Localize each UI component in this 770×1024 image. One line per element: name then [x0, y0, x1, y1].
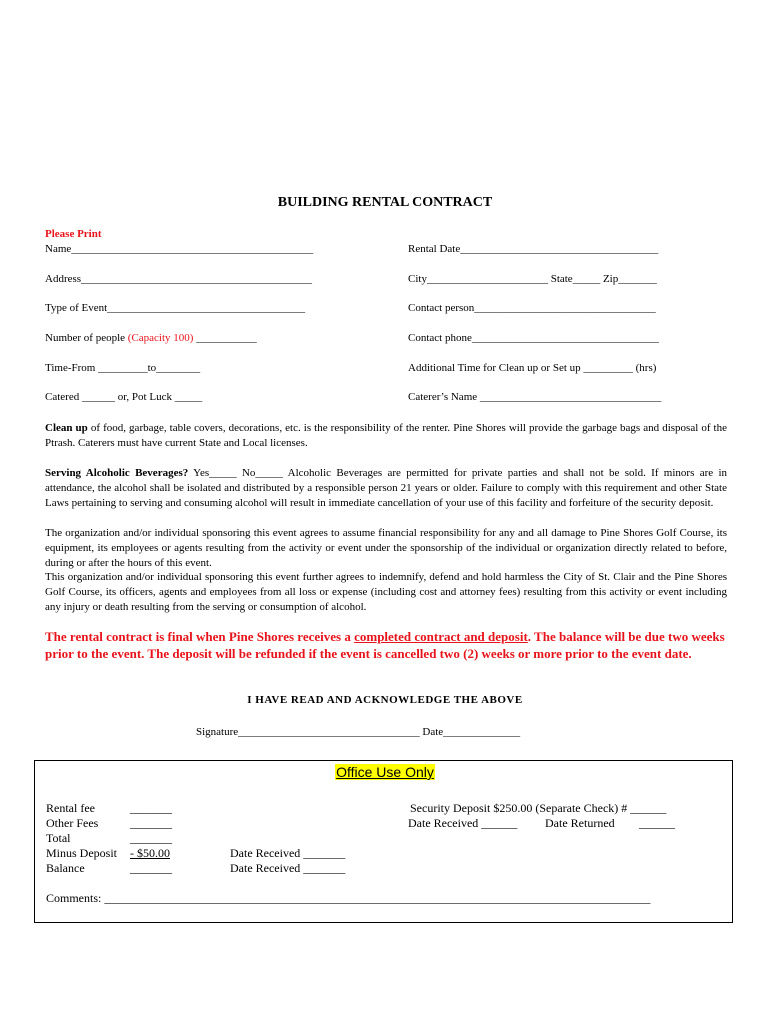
- rental-date-field[interactable]: Rental Date____________________________________: [408, 243, 659, 255]
- number-of-people-label: Number of people: [45, 332, 126, 344]
- balance-blank[interactable]: _______: [130, 861, 172, 875]
- responsibility-paragraph: The organization and/or individual sponsoring this event agrees to assume financial responsibility for any and all damage to Pine Shores Golf Course, its equipment, its employees or agents resulting from the activity or event under the sponsorship of the individual or organization directly related to before, during or after the hours of this event.: [45, 527, 727, 569]
- cleanup-paragraph: [45, 421, 727, 451]
- contact-phone-field[interactable]: Contact phone__________________________________: [408, 332, 659, 344]
- other-fees-blank[interactable]: _______: [130, 816, 172, 830]
- address-field[interactable]: Address__________________________________________: [45, 273, 313, 285]
- office-date-received-column: [230, 846, 345, 876]
- alcohol-label: Serving Alcoholic Beverages?: [45, 467, 189, 479]
- contact-person-field[interactable]: Contact person_________________________________: [408, 302, 656, 314]
- office-labels: [46, 801, 117, 876]
- signature-date-line[interactable]: Signature_________________________________ Date______________: [196, 726, 521, 738]
- indemnify-paragraph: This organization and/or individual sponsoring this event further agrees to indemnify, defend and hold harmless the City of St. Clair and the Pine Shores Golf Course, its officers, agents and employees from all loss or expense (including cost and attorney fees) resulting from this activity or event including any injury or death resulting from the serving or consumption of alcohol.: [45, 571, 727, 613]
- type-of-event-field[interactable]: Type of Event____________________________________: [45, 302, 306, 314]
- deposit-notice: [45, 629, 735, 662]
- notice-underlined: completed contract and deposit: [354, 629, 528, 644]
- deposit-amount: - $50.00: [130, 846, 170, 860]
- capacity-note: (Capacity 100): [127, 332, 194, 344]
- security-deposit-line[interactable]: Security Deposit $250.00 (Separate Check) # ______: [410, 801, 667, 815]
- please-print-note: Please Print: [45, 228, 102, 240]
- alcohol-paragraph: [45, 466, 727, 511]
- additional-time-field[interactable]: Additional Time for Clean up or Set up _________ (hrs): [408, 362, 657, 374]
- minus-deposit-label: Minus Deposit: [46, 846, 118, 860]
- number-of-people-field[interactable]: [45, 332, 257, 344]
- time-from-to-field[interactable]: Time-From _________to________: [45, 362, 201, 374]
- page-title: BUILDING RENTAL CONTRACT: [277, 195, 493, 210]
- total-blank[interactable]: _______: [130, 831, 172, 845]
- deposit-date-received[interactable]: Date Received _______: [230, 846, 346, 860]
- acknowledge-heading: I HAVE READ AND ACKNOWLEDGE THE ABOVE: [247, 694, 523, 706]
- other-fees-label: Other Fees: [46, 816, 99, 830]
- office-values: [130, 801, 172, 876]
- notice-part2: . The balance will be due two weeks prior to the event. The deposit will be refunded if the event is cancelled two (2) weeks or more prior to the event date.: [45, 629, 725, 661]
- balance-label: Balance: [46, 861, 85, 875]
- number-of-people-blank: ___________: [196, 332, 257, 344]
- rental-fee-blank[interactable]: _______: [130, 801, 172, 815]
- cleanup-label: Clean up: [45, 422, 88, 434]
- name-field[interactable]: Name____________________________________________: [45, 243, 314, 255]
- office-use-title: Office Use Only: [336, 764, 434, 780]
- city-state-zip-field[interactable]: City______________________ State_____ Zip_______: [408, 273, 657, 285]
- comments-line[interactable]: Comments: ___________________________________________________________________________________________: [46, 891, 651, 905]
- caterers-name-field[interactable]: Caterer’s Name _________________________________: [408, 391, 662, 403]
- alcohol-text: Yes_____ No_____ Alcoholic Beverages are permitted for private parties and shall not be sold. If minors are in attendance, the alcohol shall be isolated and distributed by a responsible person 21 years or older. Failure to comply with this requirement and other State Laws pertaining to serving and consuming alcohol will result in immediate cancellation of your use of this facility and forfeiture of the security deposit.: [45, 467, 727, 509]
- security-date-received[interactable]: Date Received ______: [408, 816, 518, 830]
- notice-part1: The rental contract is final when Pine Shores receives a: [45, 629, 355, 644]
- balance-date-received[interactable]: Date Received _______: [230, 861, 346, 875]
- rental-fee-label: Rental fee: [46, 801, 95, 815]
- cleanup-text: of food, garbage, table covers, decorations, etc. is the responsibility of the renter. Pine Shores will provide the garbage bags and disposal of the Ptrash. Caterers must have current State and Local licenses.: [45, 422, 727, 449]
- catered-potluck-field[interactable]: Catered ______ or, Pot Luck _____: [45, 391, 203, 403]
- security-date-returned-label: Date Returned: [545, 816, 615, 830]
- security-date-returned-blank[interactable]: ______: [639, 816, 675, 830]
- total-label: Total: [46, 831, 71, 845]
